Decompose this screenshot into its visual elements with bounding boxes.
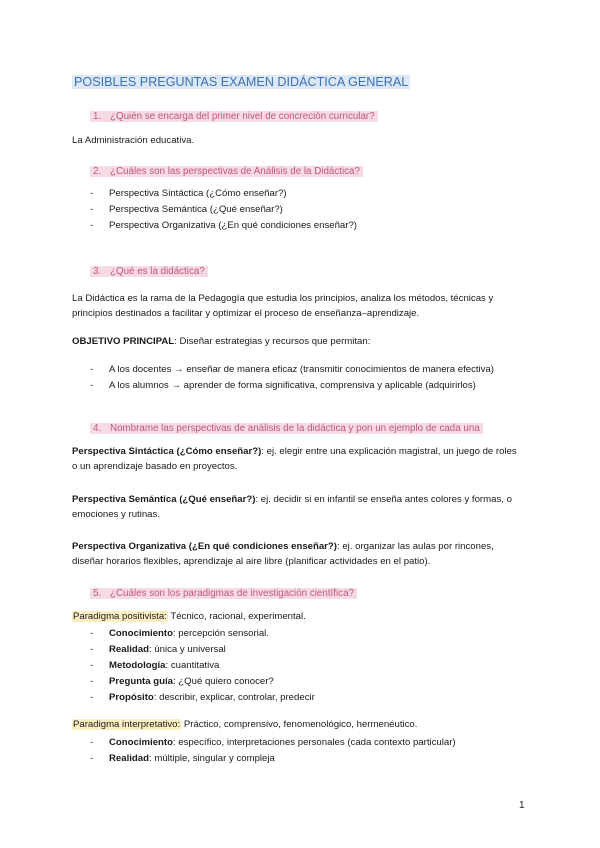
list-item: - Realidad: múltiple, singular y compleja	[90, 751, 550, 767]
answer-3-objective: OBJETIVO PRINCIPAL: Diseñar estrategias y recursos que permitan:	[72, 336, 371, 347]
paradigm-positivist-list	[90, 626, 550, 706]
answer-4-syntactic: Perspectiva Sintáctica (¿Cómo enseñar?): ej. elegir entre una explicación magistral, un juego de roles o un aprendizaje basado en proyectos.	[72, 446, 517, 472]
list-item: - Conocimiento: percepción sensorial.	[90, 626, 550, 642]
question-1: 1. ¿Quién se encarga del primer nivel de concreción curricular?	[90, 110, 378, 124]
question-5: 5. ¿Cuáles son los paradigmas de investigación científica?	[90, 587, 357, 601]
list-item: - Metodología: cuantitativa	[90, 658, 550, 674]
paradigm-interpretive-heading: Paradigma interpretativo: Práctico, comprensivo, fenomenológico, hermenéutico.	[73, 719, 418, 730]
page-number: 1	[519, 800, 525, 811]
list-item: - Perspectiva Organizativa (¿En qué condiciones enseñar?)	[90, 218, 550, 234]
list-item: - A los docentes → enseñar de manera eficaz (transmitir conocimientos de manera efectiva)	[90, 362, 550, 378]
question-3: 3. ¿Qué es la didáctica?	[90, 265, 208, 279]
list-item: - Conocimiento: específico, interpretaciones personales (cada contexto particular)	[90, 735, 550, 751]
answer-3-definition: La Didáctica es la rama de la Pedagogía que estudia los principios, analiza los métodos, técnicas y principios destinados a facilitar y optimizar el proceso de enseñanza–aprendizaje.	[72, 293, 494, 319]
answer-3-list	[90, 362, 550, 394]
answer-4-organizational: Perspectiva Organizativa (¿En qué condiciones enseñar?): ej. organizar las aulas por rincones, diseñar horarios flexibles, aprendizaje al aire libre (planificar actividades en el patio).	[72, 541, 494, 567]
list-item: - A los alumnos → aprender de forma significativa, comprensiva y aplicable (adquirirlos)	[90, 378, 550, 394]
list-item: - Propósito: describir, explicar, controlar, predecir	[90, 690, 550, 706]
list-item: - Perspectiva Semántica (¿Qué enseñar?)	[90, 202, 550, 218]
paradigm-interpretive-list	[90, 735, 550, 767]
answer-2-list	[90, 186, 550, 234]
answer-4-semantic: Perspectiva Semántica (¿Qué enseñar?): ej. decidir si en infantil se enseña antes colores y formas, o emociones y rutinas.	[72, 494, 512, 520]
list-item: - Pregunta guía: ¿Qué quiero conocer?	[90, 674, 550, 690]
question-4: 4. Nombrame las perspectivas de análisis de la didáctica y pon un ejemplo de cada una	[90, 422, 483, 436]
list-item: - Perspectiva Sintáctica (¿Cómo enseñar?)	[90, 186, 550, 202]
question-2: 2. ¿Cuáles son las perspectivas de Análisis de la Didáctica?	[90, 165, 363, 179]
document-title: POSIBLES PREGUNTAS EXAMEN DIDÁCTICA GENERAL	[74, 75, 409, 89]
answer-1: La Administración educativa.	[72, 135, 195, 146]
list-item: - Realidad: única y universal	[90, 642, 550, 658]
paradigm-positivist-heading: Paradigma positivista: Técnico, racional, experimental.	[73, 611, 306, 622]
